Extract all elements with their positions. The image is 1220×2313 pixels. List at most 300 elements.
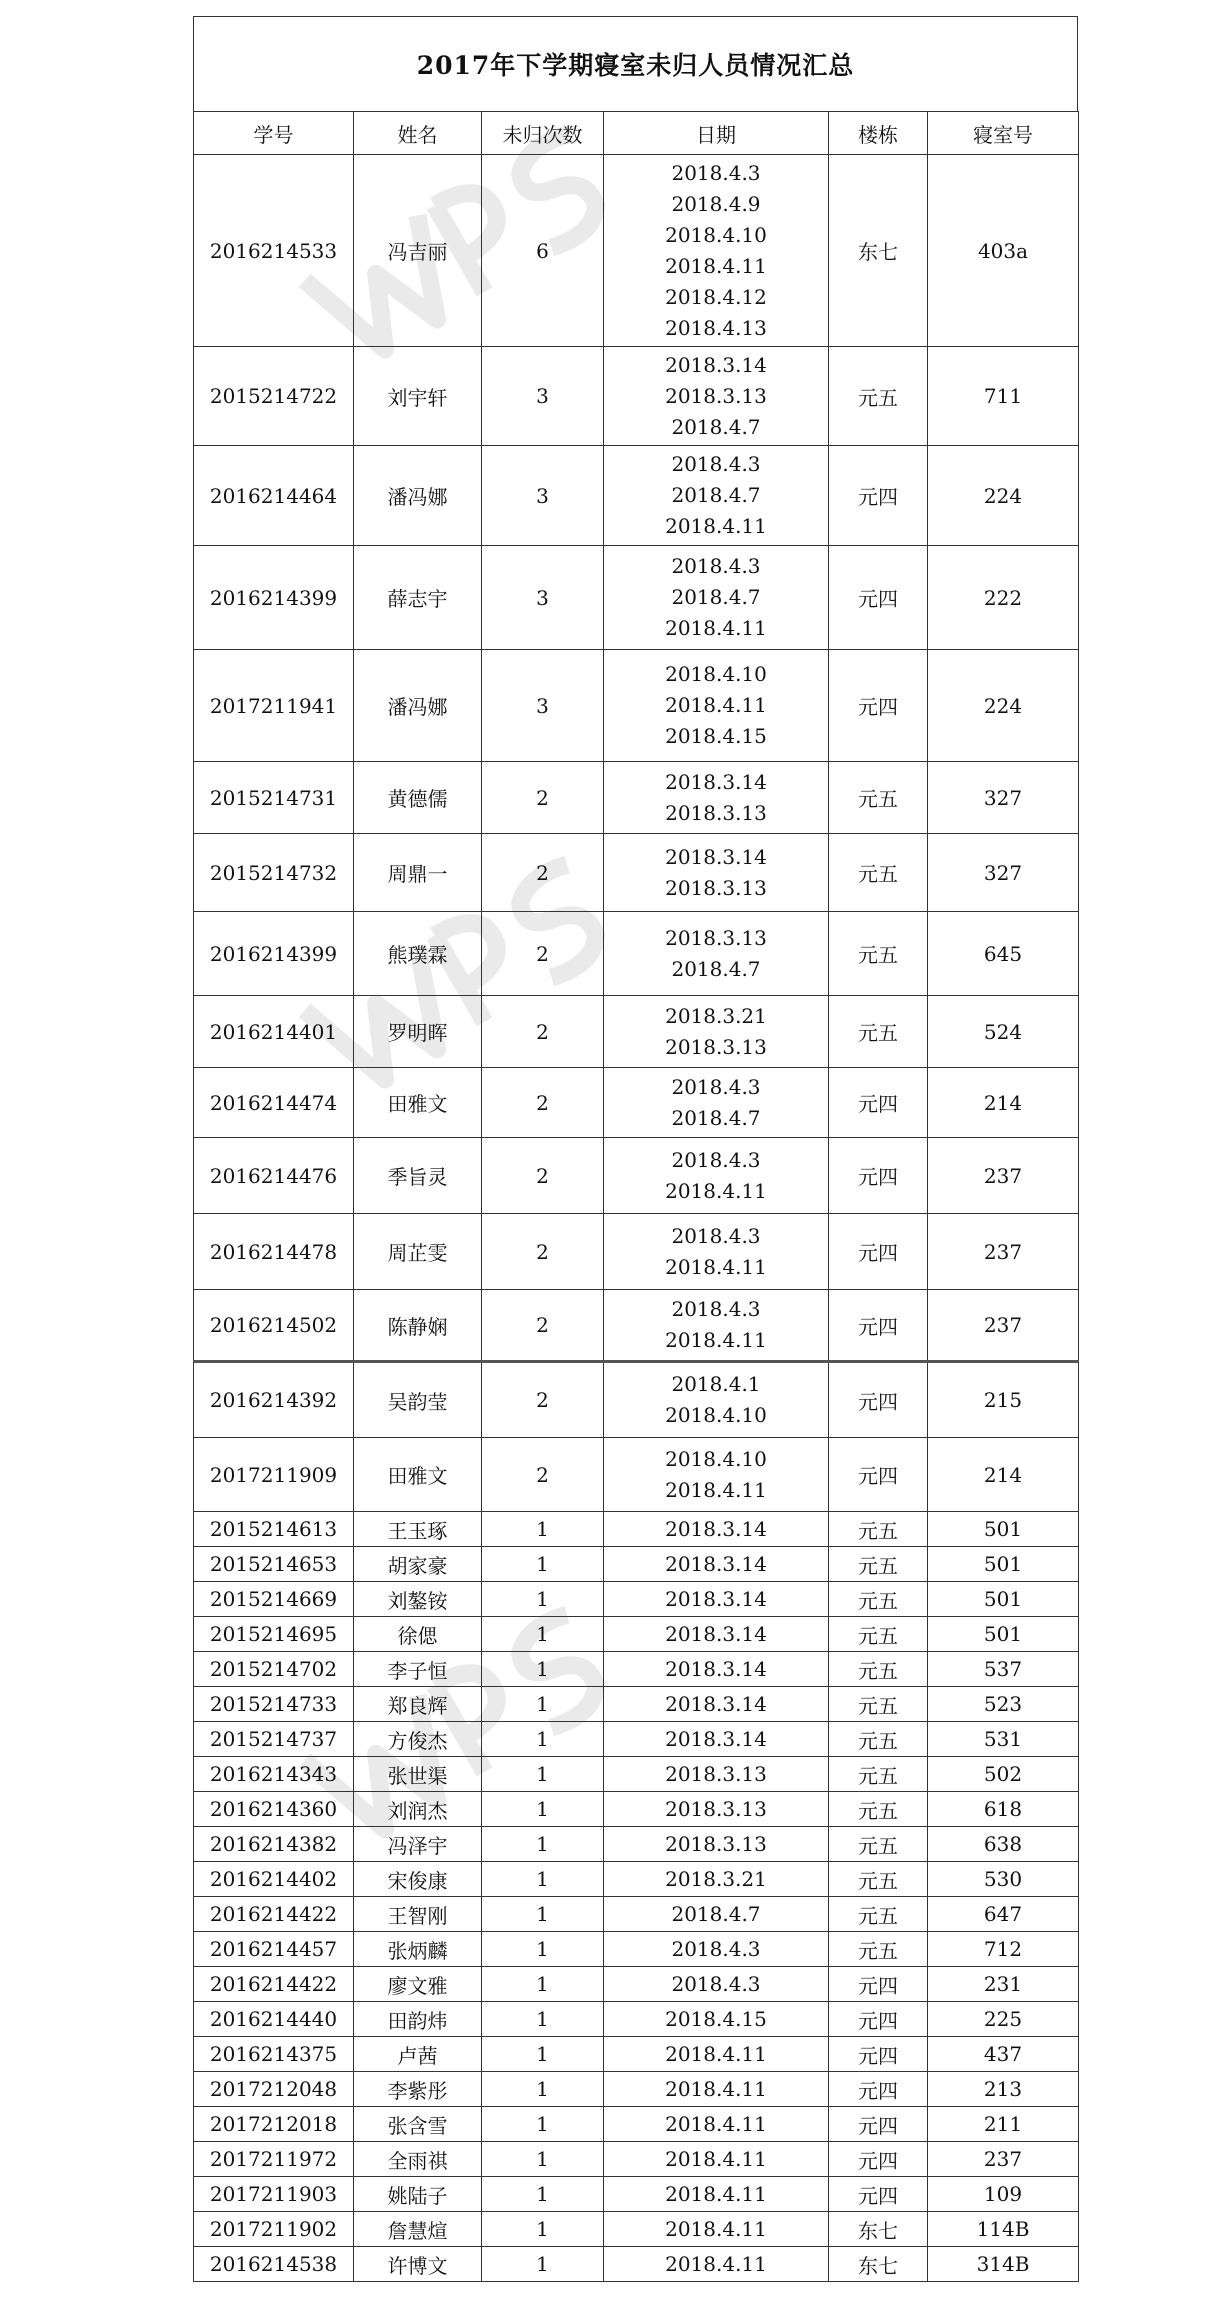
date-entry: 2018.4.11 bbox=[665, 693, 767, 717]
summary-sheet bbox=[193, 16, 1078, 2282]
cell-building: 元四 bbox=[829, 1214, 928, 1290]
cell-room: 711 bbox=[928, 347, 1079, 446]
cell-building: 元五 bbox=[829, 347, 928, 446]
cell-name: 刘宇轩 bbox=[354, 347, 482, 446]
table-row bbox=[194, 446, 1079, 546]
cell-absence-count: 1 bbox=[482, 1512, 604, 1547]
date-entry: 2018.4.15 bbox=[665, 2006, 767, 2031]
cell-absence-count: 1 bbox=[482, 2107, 604, 2142]
cell-student-id: 2016214422 bbox=[194, 1897, 354, 1932]
cell-student-id: 2016214360 bbox=[194, 1792, 354, 1827]
cell-dates bbox=[604, 1068, 829, 1138]
cell-name: 黄德儒 bbox=[354, 762, 482, 834]
cell-student-id: 2016214502 bbox=[194, 1290, 354, 1362]
date-entry: 2018.4.11 bbox=[665, 2076, 767, 2101]
cell-name: 卢茜 bbox=[354, 2037, 482, 2072]
cell-room: 501 bbox=[928, 1547, 1079, 1582]
date-entry: 2018.3.14 bbox=[665, 844, 767, 869]
date-entry: 2018.3.13 bbox=[665, 1761, 767, 1786]
date-entry: 2018.4.11 bbox=[665, 1477, 767, 1502]
date-entry: 2018.3.13 bbox=[665, 1796, 767, 1821]
date-entry: 2018.4.11 bbox=[665, 1254, 767, 1279]
cell-building: 元四 bbox=[829, 1438, 928, 1512]
cell-building: 元五 bbox=[829, 996, 928, 1068]
cell-room: 114B bbox=[928, 2212, 1079, 2247]
cell-building: 东七 bbox=[829, 155, 928, 347]
cell-absence-count: 1 bbox=[482, 2037, 604, 2072]
table-row bbox=[194, 1290, 1079, 1362]
table-row bbox=[194, 2107, 1079, 2142]
cell-name: 全雨祺 bbox=[354, 2142, 482, 2177]
cell-dates bbox=[604, 912, 829, 996]
cell-absence-count: 1 bbox=[482, 1582, 604, 1617]
page-title: 2017年下学期寝室未归人员情况汇总 bbox=[193, 16, 1078, 112]
cell-name: 张含雪 bbox=[354, 2107, 482, 2142]
table-row bbox=[194, 2037, 1079, 2072]
cell-student-id: 2016214402 bbox=[194, 1862, 354, 1897]
cell-dates bbox=[604, 2107, 829, 2142]
cell-room: 712 bbox=[928, 1932, 1079, 1967]
cell-dates bbox=[604, 996, 829, 1068]
date-entry: 2018.4.12 bbox=[665, 284, 767, 309]
cell-building: 元四 bbox=[829, 2072, 928, 2107]
cell-building: 元四 bbox=[829, 2142, 928, 2177]
date-entry: 2018.3.14 bbox=[665, 1726, 767, 1751]
cell-absence-count: 1 bbox=[482, 1617, 604, 1652]
cell-name: 王玉琢 bbox=[354, 1512, 482, 1547]
cell-name: 冯泽宇 bbox=[354, 1827, 482, 1862]
cell-dates bbox=[604, 1722, 829, 1757]
cell-student-id: 2016214476 bbox=[194, 1138, 354, 1214]
date-entry: 2018.4.3 bbox=[671, 1971, 761, 1996]
cell-absence-count: 3 bbox=[482, 446, 604, 546]
cell-student-id: 2016214401 bbox=[194, 996, 354, 1068]
cell-room: 224 bbox=[928, 446, 1079, 546]
cell-building: 元四 bbox=[829, 2037, 928, 2072]
cell-name: 李子恒 bbox=[354, 1652, 482, 1687]
date-entry: 2018.4.11 bbox=[665, 2216, 767, 2241]
cell-building: 元五 bbox=[829, 1757, 928, 1792]
table-row bbox=[194, 1438, 1079, 1512]
cell-room: 437 bbox=[928, 2037, 1079, 2072]
table-row bbox=[194, 1967, 1079, 2002]
table-row bbox=[194, 2072, 1079, 2107]
table-row bbox=[194, 1362, 1079, 1438]
cell-room: 618 bbox=[928, 1792, 1079, 1827]
cell-absence-count: 1 bbox=[482, 1722, 604, 1757]
cell-building: 元五 bbox=[829, 1652, 928, 1687]
header-dates: 日期 bbox=[604, 112, 829, 155]
cell-room: 523 bbox=[928, 1687, 1079, 1722]
cell-absence-count: 3 bbox=[482, 347, 604, 446]
cell-dates bbox=[604, 155, 829, 347]
table-row bbox=[194, 1617, 1079, 1652]
cell-student-id: 2016214422 bbox=[194, 1967, 354, 2002]
cell-student-id: 2016214343 bbox=[194, 1757, 354, 1792]
cell-dates bbox=[604, 1290, 829, 1362]
cell-dates bbox=[604, 1617, 829, 1652]
cell-absence-count: 1 bbox=[482, 1862, 604, 1897]
date-entry: 2018.4.7 bbox=[671, 483, 761, 507]
date-entry: 2018.4.3 bbox=[671, 1074, 761, 1099]
date-entry: 2018.3.14 bbox=[665, 1586, 767, 1611]
date-entry: 2018.4.11 bbox=[665, 1178, 767, 1203]
table-row bbox=[194, 1932, 1079, 1967]
table-row bbox=[194, 1068, 1079, 1138]
date-entry: 2018.4.3 bbox=[671, 1936, 761, 1961]
date-entry: 2018.4.7 bbox=[671, 956, 761, 981]
cell-absence-count: 1 bbox=[482, 1932, 604, 1967]
cell-student-id: 2015214733 bbox=[194, 1687, 354, 1722]
cell-name: 刘润杰 bbox=[354, 1792, 482, 1827]
table-row bbox=[194, 1582, 1079, 1617]
cell-student-id: 2017211909 bbox=[194, 1438, 354, 1512]
date-entry: 2018.4.3 bbox=[671, 1297, 761, 1321]
cell-building: 元五 bbox=[829, 1827, 928, 1862]
date-entry: 2018.4.7 bbox=[671, 1105, 761, 1130]
table-row bbox=[194, 650, 1079, 762]
cell-name: 郑良辉 bbox=[354, 1687, 482, 1722]
cell-absence-count: 2 bbox=[482, 1214, 604, 1290]
header-row bbox=[194, 112, 1079, 155]
cell-absence-count: 1 bbox=[482, 1547, 604, 1582]
cell-student-id: 2016214538 bbox=[194, 2247, 354, 2282]
cell-dates bbox=[604, 1362, 829, 1438]
cell-building: 元五 bbox=[829, 1512, 928, 1547]
cell-name: 吴韵莹 bbox=[354, 1362, 482, 1438]
date-entry: 2018.3.13 bbox=[665, 800, 767, 825]
cell-student-id: 2015214722 bbox=[194, 347, 354, 446]
cell-building: 元四 bbox=[829, 650, 928, 762]
cell-name: 潘冯娜 bbox=[354, 650, 482, 762]
cell-student-id: 2017211902 bbox=[194, 2212, 354, 2247]
cell-room: 502 bbox=[928, 1757, 1079, 1792]
cell-dates bbox=[604, 1547, 829, 1582]
table-row bbox=[194, 1652, 1079, 1687]
cell-room: 109 bbox=[928, 2177, 1079, 2212]
cell-absence-count: 3 bbox=[482, 650, 604, 762]
cell-dates bbox=[604, 834, 829, 912]
cell-building: 元四 bbox=[829, 1290, 928, 1362]
date-entry: 2018.4.11 bbox=[665, 2041, 767, 2066]
cell-student-id: 2015214695 bbox=[194, 1617, 354, 1652]
cell-student-id: 2015214732 bbox=[194, 834, 354, 912]
cell-dates bbox=[604, 762, 829, 834]
cell-dates bbox=[604, 650, 829, 762]
cell-room: 314B bbox=[928, 2247, 1079, 2282]
date-entry: 2018.4.10 bbox=[665, 1403, 767, 1427]
date-entry: 2018.4.7 bbox=[671, 414, 761, 439]
cell-room: 214 bbox=[928, 1068, 1079, 1138]
table-row bbox=[194, 347, 1079, 446]
table-row bbox=[194, 2247, 1079, 2282]
header-room: 寝室号 bbox=[928, 112, 1079, 155]
date-entry: 2018.3.21 bbox=[665, 1866, 767, 1891]
cell-room: 501 bbox=[928, 1617, 1079, 1652]
date-entry: 2018.4.11 bbox=[665, 2111, 767, 2136]
cell-absence-count: 2 bbox=[482, 1362, 604, 1438]
cell-absence-count: 2 bbox=[482, 762, 604, 834]
cell-room: 237 bbox=[928, 1290, 1079, 1362]
date-entry: 2018.3.13 bbox=[665, 925, 767, 950]
cell-building: 元五 bbox=[829, 1687, 928, 1722]
cell-name: 薛志宇 bbox=[354, 546, 482, 650]
cell-room: 231 bbox=[928, 1967, 1079, 2002]
table-row bbox=[194, 834, 1079, 912]
date-entry: 2018.3.14 bbox=[665, 1656, 767, 1681]
cell-room: 211 bbox=[928, 2107, 1079, 2142]
table-row bbox=[194, 1897, 1079, 1932]
cell-dates bbox=[604, 2002, 829, 2037]
cell-student-id: 2016214392 bbox=[194, 1362, 354, 1438]
table-row bbox=[194, 912, 1079, 996]
cell-name: 陈静娴 bbox=[354, 1290, 482, 1362]
cell-dates bbox=[604, 2142, 829, 2177]
date-entry: 2018.3.21 bbox=[665, 1003, 767, 1028]
cell-dates bbox=[604, 1757, 829, 1792]
cell-name: 许博文 bbox=[354, 2247, 482, 2282]
table-row bbox=[194, 2002, 1079, 2037]
date-entry: 2018.3.14 bbox=[665, 352, 767, 377]
cell-absence-count: 1 bbox=[482, 1792, 604, 1827]
cell-dates bbox=[604, 1512, 829, 1547]
cell-name: 罗明晖 bbox=[354, 996, 482, 1068]
cell-room: 224 bbox=[928, 650, 1079, 762]
header-name: 姓名 bbox=[354, 112, 482, 155]
date-entry: 2018.4.10 bbox=[665, 222, 767, 247]
table-row bbox=[194, 2177, 1079, 2212]
cell-name: 詹慧煊 bbox=[354, 2212, 482, 2247]
cell-absence-count: 6 bbox=[482, 155, 604, 347]
cell-room: 645 bbox=[928, 912, 1079, 996]
cell-student-id: 2015214613 bbox=[194, 1512, 354, 1547]
cell-room: 225 bbox=[928, 2002, 1079, 2037]
date-entry: 2018.3.13 bbox=[665, 1831, 767, 1856]
table-row bbox=[194, 1792, 1079, 1827]
date-entry: 2018.4.3 bbox=[671, 1223, 761, 1248]
cell-name: 徐偲 bbox=[354, 1617, 482, 1652]
cell-room: 501 bbox=[928, 1582, 1079, 1617]
cell-name: 田韵炜 bbox=[354, 2002, 482, 2037]
cell-absence-count: 1 bbox=[482, 2212, 604, 2247]
cell-dates bbox=[604, 546, 829, 650]
cell-absence-count: 2 bbox=[482, 834, 604, 912]
cell-absence-count: 1 bbox=[482, 2072, 604, 2107]
cell-dates bbox=[604, 2247, 829, 2282]
cell-building: 元四 bbox=[829, 1362, 928, 1438]
cell-room: 501 bbox=[928, 1512, 1079, 1547]
cell-dates bbox=[604, 1438, 829, 1512]
cell-room: 237 bbox=[928, 1138, 1079, 1214]
cell-room: 530 bbox=[928, 1862, 1079, 1897]
cell-name: 冯吉丽 bbox=[354, 155, 482, 347]
header-absence-count: 未归次数 bbox=[482, 112, 604, 155]
table-row bbox=[194, 546, 1079, 650]
cell-name: 廖文雅 bbox=[354, 1967, 482, 2002]
date-entry: 2018.4.3 bbox=[671, 160, 761, 185]
cell-building: 元五 bbox=[829, 1582, 928, 1617]
cell-room: 237 bbox=[928, 2142, 1079, 2177]
cell-dates bbox=[604, 1652, 829, 1687]
cell-room: 327 bbox=[928, 762, 1079, 834]
cell-dates bbox=[604, 347, 829, 446]
cell-name: 田雅文 bbox=[354, 1068, 482, 1138]
absence-table bbox=[193, 111, 1079, 2282]
cell-room: 638 bbox=[928, 1827, 1079, 1862]
cell-dates bbox=[604, 2072, 829, 2107]
table-row bbox=[194, 1757, 1079, 1792]
date-entry: 2018.4.7 bbox=[671, 585, 761, 609]
cell-building: 元五 bbox=[829, 762, 928, 834]
cell-dates bbox=[604, 1967, 829, 2002]
table-row bbox=[194, 1687, 1079, 1722]
cell-student-id: 2016214382 bbox=[194, 1827, 354, 1862]
cell-building: 元四 bbox=[829, 1967, 928, 2002]
date-entry: 2018.4.11 bbox=[665, 2251, 767, 2276]
cell-room: 537 bbox=[928, 1652, 1079, 1687]
date-entry: 2018.4.11 bbox=[665, 1328, 767, 1352]
cell-building: 元四 bbox=[829, 2177, 928, 2212]
cell-name: 潘冯娜 bbox=[354, 446, 482, 546]
cell-building: 元五 bbox=[829, 1722, 928, 1757]
cell-student-id: 2017212018 bbox=[194, 2107, 354, 2142]
cell-building: 元四 bbox=[829, 2107, 928, 2142]
cell-name: 季旨灵 bbox=[354, 1138, 482, 1214]
cell-building: 元五 bbox=[829, 1932, 928, 1967]
cell-student-id: 2016214464 bbox=[194, 446, 354, 546]
cell-name: 王智刚 bbox=[354, 1897, 482, 1932]
cell-building: 元五 bbox=[829, 1897, 928, 1932]
date-entry: 2018.3.13 bbox=[665, 383, 767, 408]
date-entry: 2018.3.13 bbox=[665, 1034, 767, 1059]
cell-absence-count: 1 bbox=[482, 1827, 604, 1862]
cell-name: 周芷雯 bbox=[354, 1214, 482, 1290]
cell-building: 元五 bbox=[829, 834, 928, 912]
table-row bbox=[194, 996, 1079, 1068]
cell-room: 524 bbox=[928, 996, 1079, 1068]
cell-dates bbox=[604, 1827, 829, 1862]
cell-student-id: 2015214737 bbox=[194, 1722, 354, 1757]
cell-student-id: 2016214375 bbox=[194, 2037, 354, 2072]
date-entry: 2018.3.14 bbox=[665, 1551, 767, 1576]
date-entry: 2018.4.9 bbox=[671, 191, 761, 216]
cell-student-id: 2015214669 bbox=[194, 1582, 354, 1617]
date-entry: 2018.4.11 bbox=[665, 253, 767, 278]
table-row bbox=[194, 762, 1079, 834]
header-student-id: 学号 bbox=[194, 112, 354, 155]
cell-dates bbox=[604, 2177, 829, 2212]
date-entry: 2018.4.7 bbox=[671, 1901, 761, 1926]
date-entry: 2018.3.14 bbox=[665, 769, 767, 794]
date-entry: 2018.3.14 bbox=[665, 1516, 767, 1541]
date-entry: 2018.3.14 bbox=[665, 1691, 767, 1716]
cell-building: 元五 bbox=[829, 1617, 928, 1652]
cell-dates bbox=[604, 1792, 829, 1827]
cell-building: 元五 bbox=[829, 1792, 928, 1827]
date-entry: 2018.4.1 bbox=[671, 1372, 761, 1396]
cell-name: 胡家豪 bbox=[354, 1547, 482, 1582]
cell-building: 元四 bbox=[829, 1138, 928, 1214]
cell-dates bbox=[604, 2212, 829, 2247]
table-row bbox=[194, 1827, 1079, 1862]
table-row bbox=[194, 1862, 1079, 1897]
cell-building: 元四 bbox=[829, 446, 928, 546]
cell-absence-count: 2 bbox=[482, 1290, 604, 1362]
cell-absence-count: 2 bbox=[482, 1068, 604, 1138]
cell-absence-count: 2 bbox=[482, 912, 604, 996]
cell-student-id: 2016214440 bbox=[194, 2002, 354, 2037]
cell-name: 刘鏊铵 bbox=[354, 1582, 482, 1617]
cell-room: 214 bbox=[928, 1438, 1079, 1512]
cell-name: 周鼎一 bbox=[354, 834, 482, 912]
cell-student-id: 2016214478 bbox=[194, 1214, 354, 1290]
cell-room: 327 bbox=[928, 834, 1079, 912]
cell-dates bbox=[604, 1582, 829, 1617]
cell-student-id: 2017211972 bbox=[194, 2142, 354, 2177]
cell-building: 元四 bbox=[829, 2002, 928, 2037]
cell-room: 213 bbox=[928, 2072, 1079, 2107]
cell-absence-count: 1 bbox=[482, 1967, 604, 2002]
date-entry: 2018.4.13 bbox=[665, 315, 767, 340]
cell-absence-count: 1 bbox=[482, 2177, 604, 2212]
cell-room: 215 bbox=[928, 1362, 1079, 1438]
cell-building: 元四 bbox=[829, 546, 928, 650]
cell-student-id: 2015214702 bbox=[194, 1652, 354, 1687]
date-entry: 2018.4.11 bbox=[665, 2181, 767, 2206]
cell-building: 元五 bbox=[829, 912, 928, 996]
date-entry: 2018.4.3 bbox=[671, 1147, 761, 1172]
cell-room: 531 bbox=[928, 1722, 1079, 1757]
cell-name: 方俊杰 bbox=[354, 1722, 482, 1757]
table-row bbox=[194, 2142, 1079, 2177]
cell-absence-count: 1 bbox=[482, 2247, 604, 2282]
date-entry: 2018.4.11 bbox=[665, 616, 767, 640]
cell-name: 张炳麟 bbox=[354, 1932, 482, 1967]
cell-student-id: 2016214399 bbox=[194, 546, 354, 650]
date-entry: 2018.4.3 bbox=[671, 554, 761, 578]
cell-absence-count: 2 bbox=[482, 996, 604, 1068]
cell-student-id: 2016214533 bbox=[194, 155, 354, 347]
cell-dates bbox=[604, 1214, 829, 1290]
table-row bbox=[194, 1138, 1079, 1214]
cell-dates bbox=[604, 1687, 829, 1722]
cell-student-id: 2016214474 bbox=[194, 1068, 354, 1138]
cell-dates bbox=[604, 1897, 829, 1932]
date-entry: 2018.4.15 bbox=[665, 724, 767, 748]
cell-absence-count: 1 bbox=[482, 1897, 604, 1932]
cell-student-id: 2016214399 bbox=[194, 912, 354, 996]
cell-room: 222 bbox=[928, 546, 1079, 650]
header-building: 楼栋 bbox=[829, 112, 928, 155]
cell-name: 姚陆子 bbox=[354, 2177, 482, 2212]
cell-dates bbox=[604, 2037, 829, 2072]
cell-student-id: 2017211941 bbox=[194, 650, 354, 762]
cell-name: 熊璞霖 bbox=[354, 912, 482, 996]
cell-name: 张世渠 bbox=[354, 1757, 482, 1792]
cell-absence-count: 1 bbox=[482, 2002, 604, 2037]
cell-room: 403a bbox=[928, 155, 1079, 347]
cell-absence-count: 1 bbox=[482, 1757, 604, 1792]
date-entry: 2018.4.10 bbox=[665, 1446, 767, 1471]
cell-name: 宋俊康 bbox=[354, 1862, 482, 1897]
cell-student-id: 2015214653 bbox=[194, 1547, 354, 1582]
date-entry: 2018.4.10 bbox=[665, 662, 767, 686]
table-row bbox=[194, 1547, 1079, 1582]
cell-absence-count: 1 bbox=[482, 2142, 604, 2177]
date-entry: 2018.4.11 bbox=[665, 2146, 767, 2171]
date-entry: 2018.4.11 bbox=[665, 514, 767, 538]
cell-student-id: 2017211903 bbox=[194, 2177, 354, 2212]
